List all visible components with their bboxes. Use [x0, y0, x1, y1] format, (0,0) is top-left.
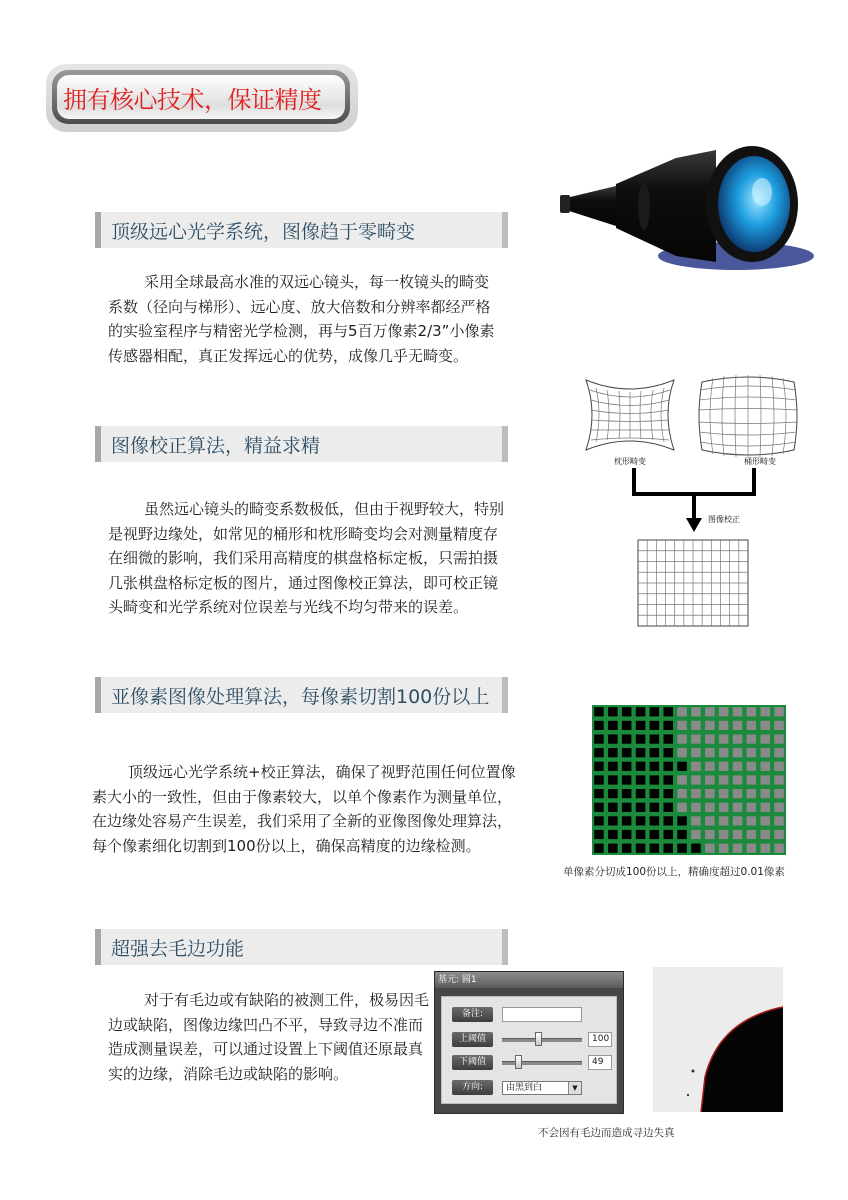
distortion-correction-diagram: [578, 370, 798, 632]
pixel-cell: [636, 735, 646, 744]
pixel-cell: [622, 844, 632, 853]
pixel-cell: [733, 816, 743, 825]
pixel-cell: [705, 707, 715, 716]
subpixel-edge-image: [592, 705, 786, 855]
pixel-cell: [761, 816, 771, 825]
pixel-cell: [691, 775, 701, 784]
pixel-cell: [608, 762, 618, 771]
main-banner: [52, 70, 350, 124]
pixel-cell: [733, 707, 743, 716]
pixel-cell: [608, 830, 618, 839]
pixel-cell: [691, 748, 701, 757]
section-heading-text: 超强去毛边功能: [111, 937, 245, 960]
pixel-cell: [677, 735, 687, 744]
pixel-cell: [608, 748, 618, 757]
pixel-cell: [774, 789, 784, 798]
pixel-cell: [733, 775, 743, 784]
section-body-calibration: [108, 497, 508, 620]
pixel-cell: [622, 707, 632, 716]
section-body-subpixel: [92, 760, 517, 858]
pixel-cell: [691, 816, 701, 825]
pixel-cell: [761, 735, 771, 744]
chevron-down-icon[interactable]: ▼: [568, 1082, 581, 1094]
pixel-cell: [691, 803, 701, 812]
pixel-cell: [774, 707, 784, 716]
banner-inner: [57, 75, 345, 119]
pixel-cell: [622, 762, 632, 771]
pixel-cell: [608, 844, 618, 853]
pixel-cell: [719, 844, 729, 853]
lower-threshold-slider[interactable]: [515, 1055, 522, 1069]
pixel-cell: [650, 735, 660, 744]
section-heading-text: 顶级远心光学系统，图像趋于零畸变: [111, 220, 416, 243]
pixel-cell: [608, 816, 618, 825]
pixel-cell: [664, 816, 674, 825]
pixel-cell: [719, 707, 729, 716]
pixel-cell: [705, 816, 715, 825]
pixel-cell: [733, 803, 743, 812]
pixel-cell: [691, 721, 701, 730]
pixel-cell: [664, 830, 674, 839]
pixel-cell: [677, 775, 687, 784]
pixel-cell: [608, 789, 618, 798]
deburr-caption: 不会因有毛边而造成寻边失真: [538, 1127, 675, 1139]
pixel-cell: [594, 803, 604, 812]
pixel-cell: [719, 748, 729, 757]
pixel-cell: [664, 789, 674, 798]
section-heading-text: 图像校正算法，精益求精: [111, 434, 321, 457]
upper-threshold-slider[interactable]: [535, 1032, 542, 1046]
pixel-cell: [733, 789, 743, 798]
pixel-cell: [733, 721, 743, 730]
pixel-cell: [747, 721, 757, 730]
pincushion-label: 枕形畸变: [614, 457, 646, 466]
pixel-cell: [761, 762, 771, 771]
upper-threshold-input[interactable]: 100: [588, 1032, 612, 1047]
pixel-cell: [594, 762, 604, 771]
section-body-deburr: [108, 988, 430, 1086]
pixel-cell: [636, 748, 646, 757]
pixel-cell: [774, 735, 784, 744]
pixel-cell: [733, 762, 743, 771]
pixel-cell: [747, 762, 757, 771]
pixel-cell: [650, 803, 660, 812]
pixel-cell: [705, 844, 715, 853]
telecentric-lens-image: [556, 138, 818, 278]
pixel-cell: [650, 844, 660, 853]
pixel-cell: [664, 735, 674, 744]
pixel-cell: [594, 844, 604, 853]
pixel-cell: [747, 803, 757, 812]
arrow-down-icon: [686, 518, 702, 532]
primitive-properties-panel: [434, 971, 624, 1114]
pixel-cell: [733, 735, 743, 744]
pixel-cell: [691, 735, 701, 744]
pixel-cell: [594, 775, 604, 784]
barrel-grid-icon: [698, 375, 798, 457]
pixel-cell: [677, 748, 687, 757]
pixel-cell: [636, 762, 646, 771]
panel-body: [441, 996, 617, 1104]
pixel-cell: [774, 803, 784, 812]
pixel-cell: [774, 830, 784, 839]
pixel-cell: [719, 789, 729, 798]
pixel-cell: [664, 707, 674, 716]
pixel-cell: [594, 830, 604, 839]
pixel-cell: [747, 707, 757, 716]
pixel-cell: [677, 721, 687, 730]
pixel-cell: [761, 844, 771, 853]
pixel-cell: [636, 830, 646, 839]
pixel-cell: [594, 816, 604, 825]
pixel-cell: [650, 762, 660, 771]
pixel-cell: [774, 844, 784, 853]
pixel-cell: [719, 803, 729, 812]
pixel-cell: [664, 803, 674, 812]
section-paragraph: 采用全球最高水准的双远心镜头，每一枚镜头的畸变系数（径向与梯形）、远心度、放大倍数和分辨率都经严格的实验室程序与精密光学检测，再与5百万像素2/3”小像素传感器相配，真正发挥远心的优势，成像几乎无畸变。: [108, 273, 495, 365]
pixel-cell: [747, 830, 757, 839]
section-body-telecentric: [108, 270, 503, 368]
upper-threshold-label: 上阈值: [452, 1032, 493, 1047]
pixel-cell: [650, 707, 660, 716]
pixel-cell: [761, 775, 771, 784]
pixel-cell: [774, 762, 784, 771]
pixel-cell: [719, 762, 729, 771]
pixel-cell: [622, 721, 632, 730]
pixel-cell: [594, 721, 604, 730]
lower-threshold-label: 下阈值: [452, 1055, 493, 1070]
pixel-cell: [691, 762, 701, 771]
pixel-cell: [747, 748, 757, 757]
pixel-cell: [622, 789, 632, 798]
pixel-cell: [719, 830, 729, 839]
section-heading-calibration: [95, 426, 508, 462]
remark-input[interactable]: [502, 1007, 582, 1022]
pixel-cell: [761, 707, 771, 716]
pixel-cell: [761, 830, 771, 839]
pixel-cell: [608, 721, 618, 730]
pixel-cell: [719, 775, 729, 784]
deburr-edge-image: [653, 967, 783, 1112]
pixel-cell: [705, 762, 715, 771]
pixel-cell: [691, 844, 701, 853]
pixel-cell: [636, 844, 646, 853]
pixel-cell: [650, 721, 660, 730]
pixel-cell: [761, 803, 771, 812]
pixel-cell: [594, 707, 604, 716]
pixel-cell: [677, 803, 687, 812]
pixel-cell: [761, 748, 771, 757]
pixel-cell: [622, 775, 632, 784]
subpixel-caption: 单像素分切成100份以上，精确度超过0.01像素: [563, 866, 785, 878]
pixel-cell: [705, 803, 715, 812]
pixel-cell: [650, 789, 660, 798]
pixel-cell: [664, 844, 674, 853]
barrel-label: 桶形畸变: [744, 457, 776, 466]
pixel-cell: [650, 748, 660, 757]
section-heading-text: 亚像素图像处理算法，每像素切割100份以上: [111, 685, 490, 708]
pixel-cell: [761, 789, 771, 798]
pixel-cell: [594, 789, 604, 798]
pixel-cell: [622, 735, 632, 744]
pixel-cell: [691, 789, 701, 798]
pixel-cell: [677, 844, 687, 853]
pixel-cell: [608, 707, 618, 716]
pixel-cell: [733, 844, 743, 853]
section-heading-deburr: [95, 929, 508, 965]
pixel-cell: [636, 803, 646, 812]
pixel-cell: [705, 775, 715, 784]
pixel-cell: [622, 748, 632, 757]
pixel-cell: [636, 789, 646, 798]
section-paragraph: 顶级远心光学系统+校正算法，确保了视野范围任何位置像素大小的一致性，但由于像素较大，以单个像素作为测量单位，在边缘处容易产生误差，我们采用了全新的亚像图像处理算法，每个像素细化切割到100份以上，确保高精度的边缘检测。: [92, 763, 516, 855]
pixel-cell: [594, 735, 604, 744]
pixel-cell: [691, 830, 701, 839]
pixel-cell: [650, 830, 660, 839]
pincushion-grid-icon: [586, 380, 674, 450]
pixel-cell: [761, 721, 771, 730]
pixel-cell: [650, 775, 660, 784]
pixel-cell: [774, 748, 784, 757]
direction-select[interactable]: [502, 1081, 582, 1095]
pixel-cell: [677, 762, 687, 771]
upper-threshold-track[interactable]: [502, 1038, 582, 1042]
pixel-cell: [636, 775, 646, 784]
pixel-cell: [747, 735, 757, 744]
lower-threshold-track[interactable]: [502, 1061, 582, 1065]
section-heading-subpixel: [95, 677, 508, 713]
pixel-cell: [608, 735, 618, 744]
pixel-cell: [705, 748, 715, 757]
pixel-cell: [747, 789, 757, 798]
pixel-cell: [733, 748, 743, 757]
pixel-cell: [774, 816, 784, 825]
pixel-cell: [636, 707, 646, 716]
pixel-cell: [677, 789, 687, 798]
pixel-cell: [608, 775, 618, 784]
pixel-cell: [622, 830, 632, 839]
pixel-cell: [691, 707, 701, 716]
pixel-cell: [705, 735, 715, 744]
direction-label: 方向:: [452, 1080, 493, 1095]
pixel-cell: [622, 816, 632, 825]
pixel-cell: [622, 803, 632, 812]
pixel-cell: [677, 816, 687, 825]
pixel-cell: [677, 830, 687, 839]
direction-value: 由黑到白: [506, 1083, 543, 1093]
pixel-cell: [594, 748, 604, 757]
pixel-cell: [608, 803, 618, 812]
pixel-cell: [719, 735, 729, 744]
pixel-cell: [636, 721, 646, 730]
section-paragraph: 对于有毛边或有缺陷的被测工件，极易因毛边或缺陷，图像边缘凹凸不平，导致寻边不准而造成测量误差，可以通过设置上下阈值还原最真实的边缘，消除毛边或缺陷的影响。: [108, 991, 430, 1083]
banner-title: 拥有核心技术，保证精度: [63, 85, 322, 114]
pixel-cell: [664, 762, 674, 771]
pixel-cell: [719, 721, 729, 730]
pixel-cell: [705, 830, 715, 839]
pixel-cell: [664, 721, 674, 730]
section-heading-telecentric: [95, 212, 508, 248]
pixel-cell: [719, 816, 729, 825]
pixel-cell: [733, 830, 743, 839]
pixel-cell: [747, 844, 757, 853]
pixel-cell: [774, 721, 784, 730]
panel-title: 基元: 圆1: [435, 972, 623, 988]
pixel-cell: [705, 721, 715, 730]
pixel-cell: [747, 816, 757, 825]
corrected-grid-icon: [638, 540, 748, 626]
pixel-cell: [664, 748, 674, 757]
correction-label: 图像校正: [708, 515, 740, 524]
remark-label: 备注:: [452, 1007, 493, 1022]
lower-threshold-input[interactable]: 49: [588, 1055, 612, 1070]
pixel-cell: [774, 775, 784, 784]
pixel-cell: [705, 789, 715, 798]
pixel-cell: [747, 775, 757, 784]
section-paragraph: 虽然远心镜头的畸变系数极低，但由于视野较大，特别是视野边缘处，如常见的桶形和枕形畸变均会对测量精度存在细微的影响，我们采用高精度的棋盘格标定板，只需拍摄几张棋盘格标定板的图片，通过图像校正算法，即可校正镜头畸变和光学系统对位误差与光线不均匀带来的误差。: [108, 500, 505, 616]
pixel-cell: [677, 707, 687, 716]
pixel-cell: [664, 775, 674, 784]
pixel-cell: [636, 816, 646, 825]
pixel-cell: [650, 816, 660, 825]
